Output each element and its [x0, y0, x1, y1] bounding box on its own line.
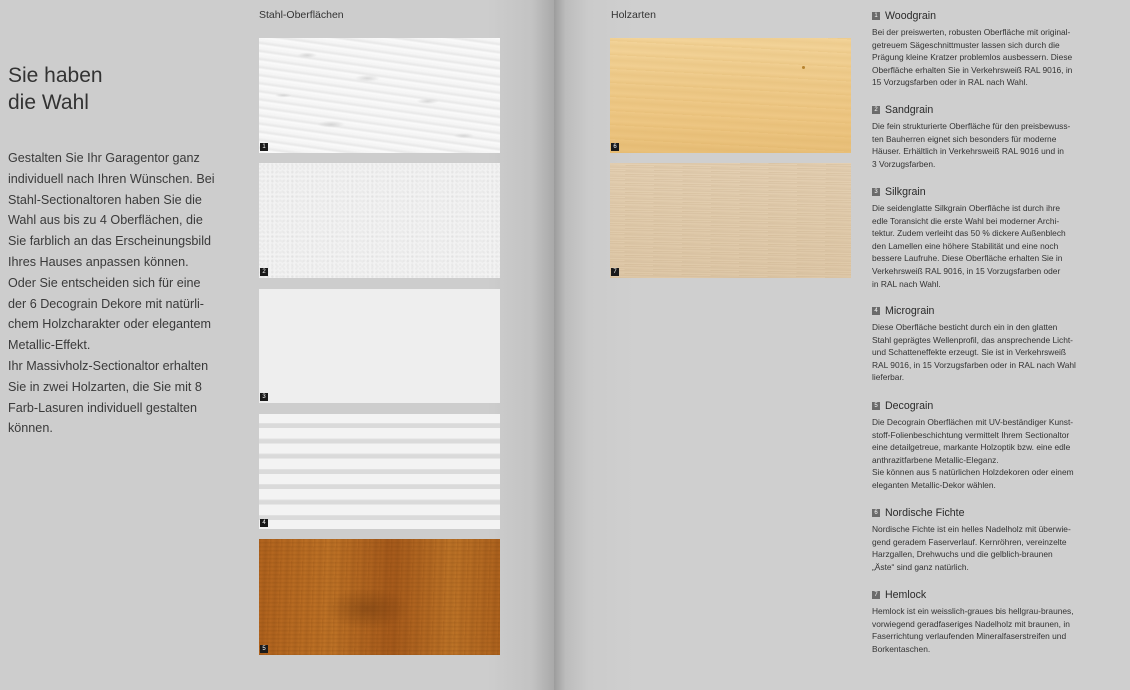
- description-sandgrain: [872, 104, 1104, 170]
- intro-paragraph: Gestalten Sie Ihr Garagentor ganz individuell nach Ihren Wünschen. Bei Stahl-Sectionaltoren haben Sie die Wahl aus bis zu 4 Oberflächen, die Sie farblich an das Erscheinungsbild Ihres Hauses anpassen können. Oder Sie entscheiden sich für eine der 6 Decograin Dekore mit natürli- chem Holzcharakter oder elegantem Metallic-Effekt. Ihr Massivholz-Sectionaltor erhalten Sie in zwei Holzarten, die Sie mit 8 Farb-Lasuren individuell gestalten können.: [8, 151, 215, 436]
- wood-knot-icon: [802, 66, 805, 69]
- page-headline: Sie haben die Wahl: [8, 64, 103, 114]
- description-text: Die seidenglatte Silkgrain Oberfläche ist durch ihre edle Toransicht die erste Wahl bei moderner Archi- tektur. Zudem verleiht das 50 % dickere Außenblech den Lamellen eine höhere Stabilität und eine noch bessere Laufruhe. Diese Oberfläche erhalten Sie in Verkehrsweiß RAL 9016, in 15 Vorzugsfarben oder in RAL nach Wahl.: [872, 203, 1066, 289]
- swatch-hemlock: [610, 163, 851, 278]
- swatch-micrograin: [259, 414, 500, 529]
- number-badge: 2: [872, 106, 880, 114]
- number-badge: 7: [872, 591, 880, 599]
- swatch-number: 7: [611, 268, 619, 276]
- swatch-number: 6: [611, 143, 619, 151]
- swatch-sandgrain: [259, 163, 500, 278]
- description-heading: [872, 589, 1104, 601]
- description-text: Die Decograin Oberflächen mit UV-beständiger Kunst- stoff-Folienbeschichtung vermittelt Ihrem Sectionaltor eine detailgetreue, markante Holzoptik bzw. eine edle anthrazitfarbene Metallic-Eleganz. Sie können aus 5 natürlichen Holzdekoren oder einem eleganten Metallic-Dekor wählen.: [872, 417, 1074, 490]
- swatch-number: 4: [260, 519, 268, 527]
- swatch-number: 5: [260, 645, 268, 653]
- number-badge: 3: [872, 188, 880, 196]
- description-heading: [872, 400, 1104, 412]
- description-title: Micrograin: [885, 305, 935, 317]
- swatch-silkgrain: [259, 289, 500, 403]
- description-heading: [872, 186, 1104, 198]
- swatch-nordische-fichte: [610, 38, 851, 153]
- description-title: Sandgrain: [885, 104, 934, 116]
- description-heading: [872, 305, 1104, 317]
- description-title: Decograin: [885, 400, 934, 412]
- description-text: Bei der preiswerten, robusten Oberfläche mit original- getreuem Sägeschnittmuster lassen sich durch die Prägung kleine Kratzer problemlos ausbessern. Diese Oberfläche erhalten Sie in Verkehrsweiß RAL 9016, in 15 Vorzugsfarben oder in RAL nach Wahl.: [872, 27, 1073, 88]
- description-heading: [872, 507, 1104, 519]
- description-heading: [872, 104, 1104, 116]
- number-badge: 4: [872, 307, 880, 315]
- description-title: Woodgrain: [885, 10, 937, 22]
- description-text: Hemlock ist ein weisslich-graues bis hellgrau-braunes, vorwiegend geradfaseriges Nadelholz mit braunen, in Faserrichtung verlaufenden Mineralfaserstreifen und Borkentaschen.: [872, 606, 1074, 654]
- steel-surfaces-title: Stahl-Oberflächen: [259, 9, 344, 21]
- description-title: Hemlock: [885, 589, 927, 601]
- swatch-number: 2: [260, 268, 268, 276]
- description-decograin: [872, 400, 1104, 492]
- description-hemlock: [872, 589, 1104, 655]
- description-nordische-fichte: [872, 507, 1104, 573]
- description-silkgrain: [872, 186, 1104, 290]
- swatch-number: 3: [260, 393, 268, 401]
- description-text: Die fein strukturierte Oberfläche für den preisbewuss- ten Bauherren eignet sich besonders für moderne Häuser. Erhältlich in Verkehrsweiß RAL 9016 und in 3 Vorzugsfarben.: [872, 121, 1071, 169]
- description-title: Silkgrain: [885, 186, 926, 198]
- swatch-decograin: [259, 539, 500, 655]
- description-text: Nordische Fichte ist ein helles Nadelholz mit überwie- gend geradem Faserverlauf. Kernröhren, vereinzelte Harzgallen, Drehwuchs und die gelblich-braunen „Äste“ sind ganz natürlich.: [872, 524, 1071, 572]
- description-micrograin: [872, 305, 1104, 384]
- description-text: Diese Oberfläche besticht durch ein in den glatten Stahl geprägtes Wellenprofil, das ansprechende Licht- und Schatteneffekte erzeugt. Sie ist in Verkehrsweiß RAL 9016, in 15 Vorzugsfarben oder in RAL nach Wahl lieferbar.: [872, 322, 1076, 383]
- number-badge: 6: [872, 509, 880, 517]
- number-badge: 1: [872, 12, 880, 20]
- wood-types-title: Holzarten: [611, 9, 656, 21]
- swatch-woodgrain: [259, 38, 500, 153]
- description-woodgrain: [872, 10, 1104, 89]
- swatch-number: 1: [260, 143, 268, 151]
- number-badge: 5: [872, 402, 880, 410]
- description-heading: [872, 10, 1104, 22]
- description-title: Nordische Fichte: [885, 507, 965, 519]
